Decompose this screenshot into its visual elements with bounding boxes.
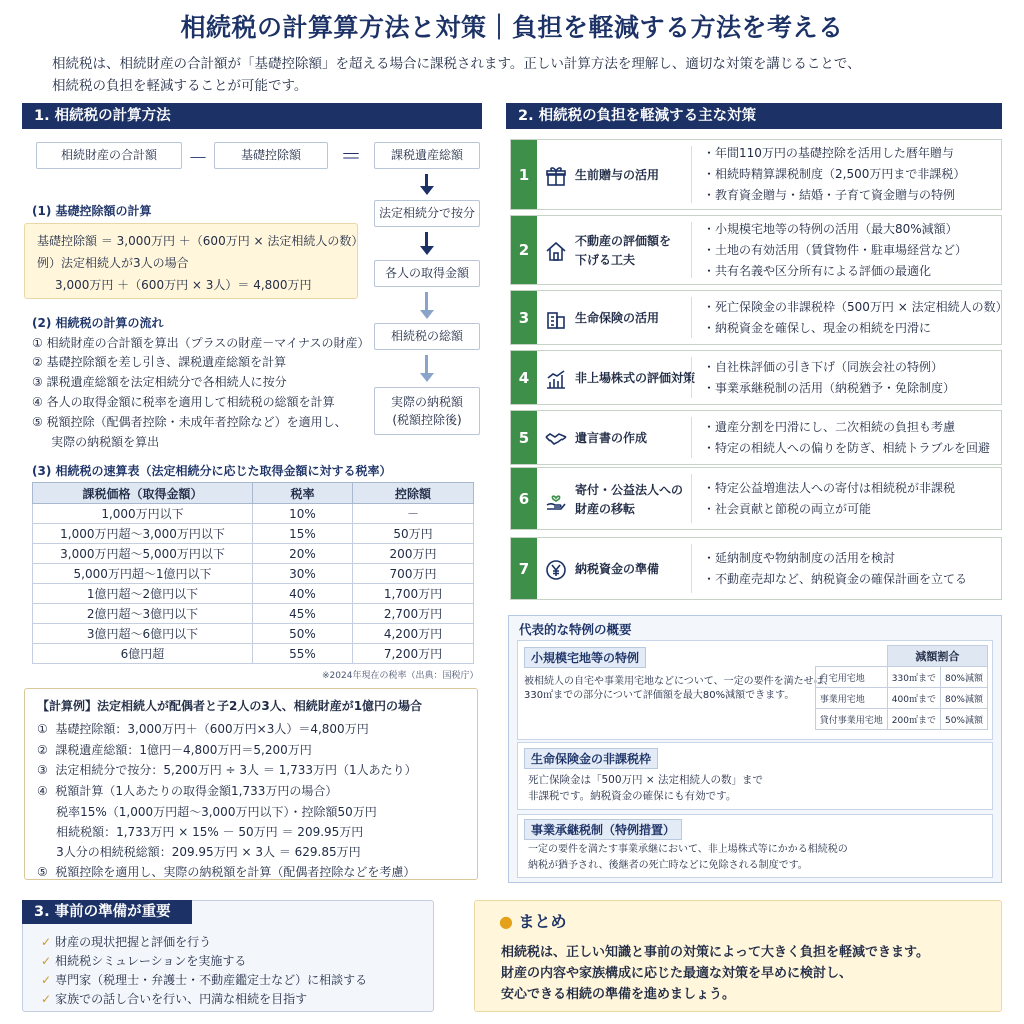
rate-table-cell-deduction: 200万円 [353, 544, 474, 564]
measure-number: 6 [511, 468, 537, 529]
rate-table-cell-deduction: 1,700万円 [353, 584, 474, 604]
basic-deduction-example: 例）法定相続人が3人の場合 [37, 256, 189, 270]
reduction-table-header: 減額割合 [887, 646, 987, 667]
measure-label: 不動産の評価額を [575, 234, 672, 248]
basic-deduction-box [24, 223, 364, 299]
measure-label: 生前贈与の活用 [575, 168, 660, 182]
measure-label: 下げる工夫 [575, 253, 636, 267]
small-land-title: 小規模宅地等の特例 [524, 647, 646, 668]
section2-heading: 2. 相続税の負担を軽減する主な対策 [506, 103, 1002, 129]
basic-deduction-formula: 基礎控除額 ＝ 3,000万円 ＋（600万円 × 法定相続人の数） [37, 234, 364, 248]
flow-statutory-share: 法定相続分で按分 [374, 200, 480, 227]
rate-table-cell-rate: 10% [253, 504, 353, 524]
reduction-table [815, 645, 988, 730]
formula-equals: ＝ [340, 145, 363, 170]
calc-flow-subtitle: (2) 相続税の計算の流れ [32, 316, 164, 330]
succession-card [517, 814, 993, 878]
rate-table-cell-deduction: 4,200万円 [353, 624, 474, 644]
reduction-cell-rate: 50%減額 [940, 709, 987, 730]
calc-example-line: ② 課税遺産総額：1億円－4,800万円＝5,200万円 [37, 743, 312, 757]
insurance-text-1: 死亡保険金は「500万円 × 法定相続人の数」まで [528, 774, 764, 786]
prep-item-label: 家族での話し合いを行い、円満な相続を目指す [55, 992, 308, 1006]
rate-table-cell-amount: 6億円超 [33, 644, 253, 664]
rate-table-cell-deduction: 50万円 [353, 524, 474, 544]
measure-point: ・土地の有効活用（賃貸物件・駐車場経営など） [703, 242, 968, 257]
rate-table-row [33, 644, 474, 664]
measure-row-7 [510, 537, 1002, 600]
flow-arrow-1-head [420, 186, 434, 195]
measure-point: ・不動産売却など、納税資金の確保計画を立てる [703, 571, 968, 586]
rate-table-cell-rate: 40% [253, 584, 353, 604]
prep-item [41, 990, 367, 1009]
house-icon [543, 238, 569, 264]
calc-example-line: ④ 税額計算（1人あたりの取得金額1,733万円の場合） [37, 784, 338, 798]
chart-icon [543, 366, 569, 392]
prep-item-label: 財産の現状把握と評価を行う [55, 935, 212, 949]
basic-deduction-subtitle: (1) 基礎控除額の計算 [32, 204, 152, 218]
prep-item [41, 933, 367, 952]
rate-table-cell-deduction: 7,200万円 [353, 644, 474, 664]
rate-table-cell-rate: 50% [253, 624, 353, 644]
section3-box [22, 900, 434, 1012]
flow-arrow-2-stem [425, 232, 428, 246]
measure-divider [691, 474, 692, 523]
summary-line-2: 財産の内容や家族構成に応じた最適な対策を早めに検討し、 [501, 966, 853, 981]
rate-table-cell-rate: 20% [253, 544, 353, 564]
specials-panel [508, 615, 1002, 883]
intro-line-2: 相続税の負担を軽減することが可能です。 [52, 78, 308, 94]
measure-point: ・納税資金を確保し、現金の相続を円滑に [703, 320, 932, 335]
insurance-card [517, 742, 993, 810]
rate-table-row [33, 584, 474, 604]
rate-table-cell-rate: 55% [253, 644, 353, 664]
reduction-cell-type: 貸付事業用宅地 [815, 709, 887, 730]
calc-flow-step-5-cont: 実際の納税額を算出 [32, 435, 160, 449]
measure-number: 5 [511, 411, 537, 464]
measure-point: ・教育資金贈与・結婚・子育て資金贈与の特例 [703, 188, 956, 202]
flow-arrow-4-stem [425, 355, 428, 373]
rate-table-row [33, 564, 474, 584]
measure-divider [691, 222, 692, 278]
flow-actual-tax-note: (税額控除後) [392, 413, 462, 427]
flow-arrow-3-stem [425, 292, 428, 310]
summary-box [474, 900, 1002, 1012]
measure-label: 寄付・公益法人への [575, 482, 684, 497]
reduction-cell-rate: 80%減額 [940, 688, 987, 709]
calc-flow-step-5: ⑤ 税額控除（配偶者控除・未成年者控除など）を適用し、 [32, 415, 347, 429]
rate-table-row [33, 544, 474, 564]
insurance-title: 生命保険金の非課税枠 [524, 748, 658, 769]
rate-table-subtitle: (3) 相続税の速算表（法定相続分に応じた取得金額に対する税率） [32, 464, 392, 478]
succession-title: 事業承継税制（特例措置） [524, 819, 682, 840]
calc-example-box [24, 688, 478, 880]
handshake-icon [543, 426, 569, 452]
calc-example-line: ① 基礎控除額：3,000万円＋（600万円×3人）＝4,800万円 [37, 722, 369, 736]
succession-text-2: 納税が猶予され、後継者の死亡時などに免除される制度です。 [528, 860, 808, 871]
flow-total-tax: 相続税の総額 [374, 323, 480, 350]
measure-point: ・延納制度や物納制度の活用を検討 [703, 550, 896, 565]
intro-line-1: 相続税は、相続財産の合計額が「基礎控除額」を超える場合に課税されます。正しい計算方法を理解し、適切な対策を講じることで、 [52, 56, 861, 72]
reduction-cell-rate: 80%減額 [940, 667, 987, 688]
calc-example-title: 【計算例】法定相続人が配偶者と子2人の3人、相続財産が1億円の場合 [37, 699, 423, 713]
calc-flow-step-2: ② 基礎控除額を差し引き、課税遺産総額を計算 [32, 355, 287, 369]
rate-table-row [33, 524, 474, 544]
flow-arrow-2-head [420, 246, 434, 255]
measure-number: 7 [511, 538, 537, 599]
rate-table [32, 482, 474, 664]
rate-table-cell-amount: 1億円超～2億円以下 [33, 584, 253, 604]
rate-table-cell-rate: 30% [253, 564, 353, 584]
measure-divider [691, 417, 692, 458]
measure-row-3 [510, 290, 1008, 345]
prep-item [41, 971, 367, 990]
section1-heading: 1. 相続税の計算方法 [22, 103, 482, 129]
small-land-card [517, 640, 993, 740]
rate-table-row [33, 604, 474, 624]
rate-table-cell-amount: 1,000万円以下 [33, 504, 253, 524]
measure-divider [691, 544, 692, 593]
formula-basic-deduction: 基礎控除額 [214, 142, 328, 169]
rate-table-cell-deduction: － [353, 504, 474, 524]
rate-table-cell-deduction: 2,700万円 [353, 604, 474, 624]
prep-item-label: 相続税シミュレーションを実施する [55, 954, 247, 968]
summary-heading-row [499, 909, 567, 932]
gift-icon [543, 163, 569, 189]
succession-text-1: 一定の要件を満たす事業承継において、非上場株式等にかかる相続税の [528, 844, 848, 855]
measure-row-2 [510, 215, 1002, 285]
measure-point: ・特定の相続人への偏りを防ぎ、相続トラブルを回避 [703, 440, 991, 455]
calc-flow-step-3: ③ 課税遺産総額を法定相続分で各相続人に按分 [32, 375, 287, 389]
measure-divider [691, 146, 692, 203]
measure-row-1 [510, 139, 1002, 210]
measure-point: ・特定公益増進法人への寄付は相続税が非課税 [703, 480, 956, 495]
reduction-cell-type: 自宅用宅地 [815, 667, 887, 688]
summary-line-3: 安心できる相続の準備を進めましょう。 [501, 987, 736, 1002]
reduction-row [815, 688, 987, 709]
check-icon: ✓ [41, 992, 52, 1006]
flow-actual-tax-label: 実際の納税額 [390, 395, 463, 409]
reduction-cell-area: 330㎡まで [887, 667, 940, 688]
calc-example-line: ⑤ 税額控除を適用し、実際の納税額を計算（配偶者控除などを考慮） [37, 865, 416, 879]
reduction-row [815, 709, 987, 730]
rate-table-cell-rate: 45% [253, 604, 353, 624]
summary-line-1: 相続税は、正しい知識と事前の対策によって大きく負担を軽減できます。 [501, 945, 929, 960]
lightbulb-icon: ● [499, 912, 513, 931]
measure-point: ・社会貢献と節税の両立が可能 [703, 501, 872, 516]
rate-table-col-rate: 税率 [253, 483, 353, 504]
rate-table-note: ※2024年現在の税率（出典：国税庁） [322, 671, 479, 681]
flow-arrow-4-head [420, 373, 434, 382]
calc-flow-step-1: ① 相続財産の合計額を算出（プラスの財産－マイナスの財産） [32, 336, 370, 350]
measure-point: ・年間110万円の基礎控除を活用した暦年贈与 [703, 146, 954, 160]
rate-table-col-amount: 課税価格（取得金額） [33, 483, 253, 504]
measure-row-4 [510, 350, 1002, 405]
reduction-cell-area: 400㎡まで [887, 688, 940, 709]
prep-item [41, 952, 367, 971]
measure-label: 財産の移転 [575, 501, 636, 516]
specials-title: 代表的な特例の概要 [519, 622, 632, 637]
measure-point: ・共有名義や区分所有による評価の最適化 [703, 263, 932, 278]
section3-heading: 3. 事前の準備が重要 [22, 900, 192, 924]
flow-actual-tax [374, 387, 480, 435]
insurance-text-2: 非課税です。納税資金の確保にも有効です。 [528, 790, 737, 802]
check-icon: ✓ [41, 935, 52, 949]
reduction-row [815, 667, 987, 688]
calc-flow-step-4: ④ 各人の取得金額に税率を適用して相続税の総額を計算 [32, 395, 335, 409]
calc-example-line: 税率15%（1,000万円超～3,000万円以下）・控除額50万円 [37, 805, 377, 819]
measure-point: ・死亡保険金の非課税枠（500万円 × 法定相続人の数） [703, 299, 1008, 314]
rate-table-col-deduction: 控除額 [353, 483, 474, 504]
measure-number: 2 [511, 216, 537, 284]
measure-label: 生命保険の活用 [575, 311, 660, 325]
measure-point: ・遺産分割を円滑にし、二次相続の負担も考慮 [703, 419, 956, 434]
small-land-text-2: 330㎡までの部分について評価額を最大80%減額できます。 [524, 690, 795, 701]
reduction-cell-type: 事業用宅地 [815, 688, 887, 709]
rate-table-cell-amount: 3,000万円超～5,000万円以下 [33, 544, 253, 564]
measure-number: 4 [511, 351, 537, 404]
rate-table-cell-deduction: 700万円 [353, 564, 474, 584]
page-title: 相続税の計算算方法と対策｜負担を軽減する方法を考える [180, 13, 844, 42]
summary-heading: まとめ [518, 912, 567, 931]
measure-point: ・相続時精算課税制度（2,500万円まで非課税） [703, 167, 966, 181]
measure-row-5 [510, 410, 1002, 465]
measure-label: 遺言書の作成 [575, 431, 648, 445]
rate-table-cell-amount: 5,000万円超～1億円以下 [33, 564, 253, 584]
flow-arrow-3-head [420, 310, 434, 319]
measure-point: ・事業承継税制の活用（納税猶予・免除制度） [703, 380, 956, 395]
measure-point: ・小規模宅地等の特例の活用（最大80%減額） [703, 221, 958, 236]
formula-total-assets: 相続財産の合計額 [36, 142, 182, 169]
flow-individual-amount: 各人の取得金額 [374, 260, 480, 287]
measure-divider [691, 297, 692, 338]
yen-icon [543, 557, 569, 583]
small-land-text-1: 被相続人の自宅や事業用宅地などについて、一定の要件を満たせば、 [524, 676, 834, 687]
reduction-cell-area: 200㎡まで [887, 709, 940, 730]
rate-table-header [33, 483, 474, 504]
rate-table-cell-amount: 2億円超～3億円以下 [33, 604, 253, 624]
prep-item-label: 専門家（税理士・弁護士・不動産鑑定士など）に相談する [55, 973, 368, 987]
measure-row-6 [510, 467, 1002, 530]
measure-label: 非上場株式の評価対策 [575, 371, 696, 385]
measure-number: 3 [511, 291, 537, 344]
calc-example-line: ③ 法定相続分で按分：5,200万円 ÷ 3人 ＝ 1,733万円（1人あたり） [37, 763, 417, 777]
check-icon: ✓ [41, 973, 52, 987]
measure-divider [691, 357, 692, 398]
check-icon: ✓ [41, 954, 52, 968]
rate-table-cell-rate: 15% [253, 524, 353, 544]
donation-icon [543, 487, 569, 513]
rate-table-cell-amount: 1,000万円超～3,000万円以下 [33, 524, 253, 544]
flow-arrow-1-stem [425, 174, 428, 186]
rate-table-row [33, 624, 474, 644]
calc-example-line: 3人分の相続税総額：209.95万円 × 3人 ＝ 629.85万円 [37, 845, 361, 859]
rate-table-cell-amount: 3億円超～6億円以下 [33, 624, 253, 644]
basic-deduction-example-calc: 3,000万円 ＋（600万円 × 3人）＝ 4,800万円 [55, 278, 312, 292]
formula-minus: － [188, 146, 208, 170]
building-icon [543, 306, 569, 332]
calc-example-line: 相続税額：1,733万円 × 15% － 50万円 ＝ 209.95万円 [37, 825, 364, 839]
rate-table-row [33, 504, 474, 524]
measure-number: 1 [511, 140, 537, 209]
flow-taxable-estate: 課税遺産総額 [374, 142, 480, 169]
measure-label: 納税資金の準備 [575, 562, 660, 576]
measure-point: ・自社株評価の引き下げ（同族会社の特例） [703, 359, 944, 374]
